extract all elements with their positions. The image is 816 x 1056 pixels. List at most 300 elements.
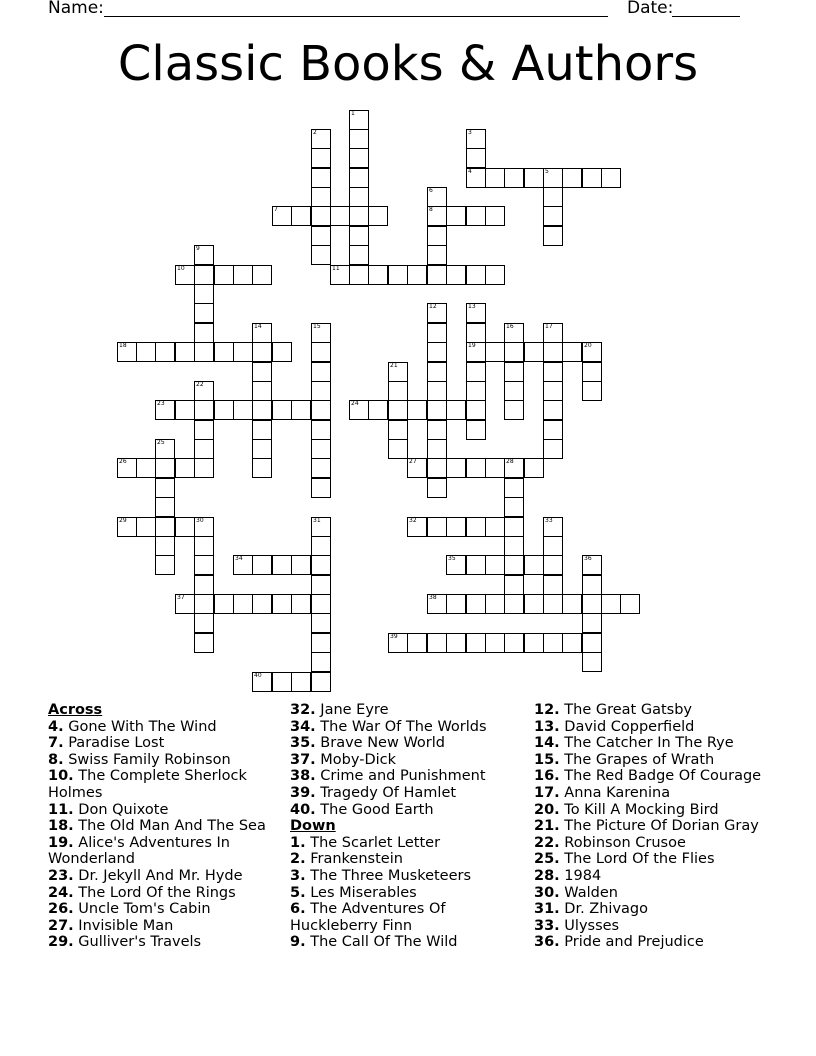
grid-cell[interactable]	[311, 652, 331, 672]
grid-cell[interactable]	[291, 206, 311, 226]
clue-number: 26	[119, 458, 127, 465]
grid-cell[interactable]	[311, 168, 331, 188]
grid-cell[interactable]	[194, 381, 214, 401]
clue-item-number: 26.	[48, 901, 74, 918]
grid-cell[interactable]	[252, 381, 272, 401]
grid-cell[interactable]	[349, 110, 369, 130]
grid-cell[interactable]	[388, 265, 408, 285]
grid-cell[interactable]	[582, 594, 602, 614]
grid-cell[interactable]	[155, 536, 175, 556]
grid-cell[interactable]	[562, 168, 582, 188]
grid-cell[interactable]	[524, 458, 544, 478]
grid-cell[interactable]	[136, 517, 156, 537]
grid-cell[interactable]	[582, 652, 602, 672]
grid-cell[interactable]	[311, 672, 331, 692]
clue-item-number: 12.	[534, 702, 560, 718]
grid-cell[interactable]	[272, 594, 292, 614]
grid-cell[interactable]	[311, 381, 331, 401]
grid-cell[interactable]	[562, 342, 582, 362]
grid-cell[interactable]	[155, 517, 175, 537]
grid-cell[interactable]	[427, 594, 447, 614]
clue-number: 12	[429, 303, 437, 310]
grid-cell[interactable]	[504, 458, 524, 478]
grid-cell[interactable]	[466, 633, 486, 653]
grid-cell[interactable]	[504, 381, 524, 401]
grid-cell[interactable]	[466, 206, 486, 226]
grid-cell[interactable]	[504, 400, 524, 420]
grid-cell[interactable]	[291, 594, 311, 614]
grid-cell[interactable]	[427, 187, 447, 207]
grid-cell[interactable]	[368, 265, 388, 285]
grid-cell[interactable]	[311, 420, 331, 440]
grid-cell[interactable]	[543, 594, 563, 614]
grid-cell[interactable]	[194, 555, 214, 575]
grid-cell[interactable]	[194, 517, 214, 537]
grid-cell[interactable]	[407, 265, 427, 285]
grid-cell[interactable]	[155, 458, 175, 478]
clue-item-text: The Adventures Of Huckleberry Finn	[290, 901, 446, 934]
grid-cell[interactable]	[543, 381, 563, 401]
grid-cell[interactable]	[311, 478, 331, 498]
grid-cell[interactable]	[311, 517, 331, 537]
clue-item-number: 35.	[290, 735, 316, 752]
grid-cell[interactable]	[311, 245, 331, 265]
grid-cell[interactable]	[252, 420, 272, 440]
grid-cell[interactable]	[543, 226, 563, 246]
clue-item-text: Dr. Jekyll And Mr. Hyde	[73, 867, 243, 884]
grid-cell[interactable]	[407, 633, 427, 653]
clue-item	[48, 901, 278, 918]
grid-cell[interactable]	[466, 148, 486, 168]
clue-item-number: 39.	[290, 784, 316, 801]
grid-cell[interactable]	[562, 633, 582, 653]
grid-cell[interactable]	[427, 400, 447, 420]
clue-item-number: 10.	[48, 768, 74, 785]
clue-number: 8	[429, 206, 433, 213]
grid-cell[interactable]	[252, 458, 272, 478]
grid-cell[interactable]	[582, 575, 602, 595]
clue-number: 5	[545, 168, 549, 175]
worksheet-header	[0, 0, 816, 20]
grid-cell[interactable]	[466, 420, 486, 440]
grid-cell[interactable]	[252, 362, 272, 382]
grid-cell[interactable]	[446, 265, 466, 285]
grid-cell[interactable]	[349, 245, 369, 265]
grid-cell[interactable]	[155, 555, 175, 575]
grid-cell[interactable]	[388, 439, 408, 459]
grid-cell[interactable]	[214, 265, 234, 285]
grid-cell[interactable]	[252, 323, 272, 343]
grid-cell[interactable]	[485, 555, 505, 575]
grid-cell[interactable]	[427, 342, 447, 362]
clue-item-text: The Great Gatsby	[559, 702, 692, 718]
clue-item	[48, 802, 278, 819]
grid-cell[interactable]	[485, 517, 505, 537]
grid-cell[interactable]	[349, 400, 369, 420]
clue-item	[290, 901, 526, 934]
grid-cell[interactable]	[427, 420, 447, 440]
grid-cell[interactable]	[407, 517, 427, 537]
grid-cell[interactable]	[311, 613, 331, 633]
grid-cell[interactable]	[388, 362, 408, 382]
grid-cell[interactable]	[543, 342, 563, 362]
grid-cell[interactable]	[446, 400, 466, 420]
grid-cell[interactable]	[582, 555, 602, 575]
grid-cell[interactable]	[543, 323, 563, 343]
grid-cell[interactable]	[175, 517, 195, 537]
grid-cell[interactable]	[466, 129, 486, 149]
grid-cell[interactable]	[543, 420, 563, 440]
grid-cell[interactable]	[446, 594, 466, 614]
grid-cell[interactable]	[582, 168, 602, 188]
grid-cell[interactable]	[233, 342, 253, 362]
grid-cell[interactable]	[194, 303, 214, 323]
clue-item-text: Gulliver's Travels	[73, 934, 202, 951]
clue-number: 39	[390, 633, 398, 640]
grid-cell[interactable]	[485, 168, 505, 188]
clue-item-text: The Catcher In The Rye	[559, 735, 734, 752]
clue-item	[290, 851, 526, 868]
grid-cell[interactable]	[582, 342, 602, 362]
clue-item	[48, 885, 278, 902]
grid-cell[interactable]	[388, 633, 408, 653]
grid-cell[interactable]	[543, 439, 563, 459]
grid-cell[interactable]	[252, 342, 272, 362]
clue-item-text: Jane Eyre	[315, 702, 389, 718]
grid-cell[interactable]	[291, 672, 311, 692]
grid-cell[interactable]	[466, 323, 486, 343]
clue-number: 13	[468, 303, 476, 310]
grid-cell[interactable]	[349, 206, 369, 226]
grid-cell[interactable]	[349, 129, 369, 149]
grid-cell[interactable]	[446, 633, 466, 653]
grid-cell[interactable]	[194, 613, 214, 633]
grid-cell[interactable]	[466, 594, 486, 614]
grid-cell[interactable]	[136, 342, 156, 362]
section-heading: Down	[290, 818, 336, 835]
grid-cell[interactable]	[117, 517, 137, 537]
grid-cell[interactable]	[543, 187, 563, 207]
grid-cell[interactable]	[427, 381, 447, 401]
grid-cell[interactable]	[485, 265, 505, 285]
grid-cell[interactable]	[485, 206, 505, 226]
grid-cell[interactable]	[155, 400, 175, 420]
grid-cell[interactable]	[330, 206, 350, 226]
clue-item-text: To Kill A Mocking Bird	[559, 801, 719, 818]
grid-cell[interactable]	[427, 517, 447, 537]
clue-number: 1	[351, 110, 355, 117]
grid-cell[interactable]	[311, 458, 331, 478]
grid-cell[interactable]	[194, 323, 214, 343]
grid-cell[interactable]	[155, 478, 175, 498]
grid-cell[interactable]	[466, 265, 486, 285]
section-heading: Across	[48, 702, 103, 718]
clue-item	[48, 752, 278, 769]
grid-cell[interactable]	[214, 342, 234, 362]
grid-cell[interactable]	[117, 458, 137, 478]
grid-cell[interactable]	[252, 672, 272, 692]
grid-cell[interactable]	[194, 400, 214, 420]
grid-cell[interactable]	[214, 400, 234, 420]
grid-cell[interactable]	[466, 342, 486, 362]
grid-cell[interactable]	[155, 439, 175, 459]
grid-cell[interactable]	[252, 265, 272, 285]
grid-cell[interactable]	[543, 536, 563, 556]
clue-item-text: Anna Karenina	[559, 784, 671, 801]
clue-number: 10	[177, 265, 185, 272]
grid-cell[interactable]	[427, 458, 447, 478]
grid-cell[interactable]	[543, 168, 563, 188]
grid-cell[interactable]	[252, 400, 272, 420]
clue-item-text: Robinson Crusoe	[559, 834, 686, 851]
grid-cell[interactable]	[272, 400, 292, 420]
grid-cell[interactable]	[427, 362, 447, 382]
clue-item-number: 4.	[48, 718, 64, 735]
clue-item-number: 31.	[534, 901, 560, 918]
grid-cell[interactable]	[194, 245, 214, 265]
grid-cell[interactable]	[427, 439, 447, 459]
grid-cell[interactable]	[311, 536, 331, 556]
grid-cell[interactable]	[252, 594, 272, 614]
grid-cell[interactable]	[427, 206, 447, 226]
grid-cell[interactable]	[543, 362, 563, 382]
grid-cell[interactable]	[388, 420, 408, 440]
grid-cell[interactable]	[272, 672, 292, 692]
grid-cell[interactable]	[582, 362, 602, 382]
clue-item-text: The Scarlet Letter	[305, 834, 441, 851]
grid-cell[interactable]	[349, 187, 369, 207]
clue-item-text: Brave New World	[315, 735, 445, 752]
grid-cell[interactable]	[524, 342, 544, 362]
grid-cell[interactable]	[194, 458, 214, 478]
grid-cell[interactable]	[427, 265, 447, 285]
grid-cell[interactable]	[233, 594, 253, 614]
clue-item-text: Swiss Family Robinson	[63, 751, 231, 768]
clue-number: 20	[584, 342, 592, 349]
grid-cell[interactable]	[466, 458, 486, 478]
grid-cell[interactable]	[368, 400, 388, 420]
grid-cell[interactable]	[175, 342, 195, 362]
grid-cell[interactable]	[311, 129, 331, 149]
grid-cell[interactable]	[311, 148, 331, 168]
grid-cell[interactable]	[155, 497, 175, 517]
grid-cell[interactable]	[466, 381, 486, 401]
grid-cell[interactable]	[446, 555, 466, 575]
grid-cell[interactable]	[252, 555, 272, 575]
grid-cell[interactable]	[407, 458, 427, 478]
grid-cell[interactable]	[427, 633, 447, 653]
grid-cell[interactable]	[349, 168, 369, 188]
grid-cell[interactable]	[466, 303, 486, 323]
grid-cell[interactable]	[155, 342, 175, 362]
grid-cell[interactable]	[311, 575, 331, 595]
grid-cell[interactable]	[233, 555, 253, 575]
grid-cell[interactable]	[311, 206, 331, 226]
grid-cell[interactable]	[175, 400, 195, 420]
grid-cell[interactable]	[543, 206, 563, 226]
grid-cell[interactable]	[194, 342, 214, 362]
grid-cell[interactable]	[543, 633, 563, 653]
clue-number: 25	[157, 439, 165, 446]
grid-cell[interactable]	[504, 362, 524, 382]
clue-item	[534, 901, 784, 918]
grid-cell[interactable]	[504, 536, 524, 556]
grid-cell[interactable]	[524, 555, 544, 575]
grid-cell[interactable]	[175, 594, 195, 614]
grid-cell[interactable]	[194, 536, 214, 556]
clue-item	[48, 835, 278, 868]
grid-cell[interactable]	[466, 555, 486, 575]
grid-cell[interactable]	[504, 594, 524, 614]
clue-item-text: Alice's Adventures In Wonderland	[48, 834, 230, 868]
grid-cell[interactable]	[466, 168, 486, 188]
grid-cell[interactable]	[136, 458, 156, 478]
grid-cell[interactable]	[349, 148, 369, 168]
grid-cell[interactable]	[311, 555, 331, 575]
grid-cell[interactable]	[175, 458, 195, 478]
grid-cell[interactable]	[407, 400, 427, 420]
clue-item-number: 30.	[534, 884, 560, 901]
grid-cell[interactable]	[311, 187, 331, 207]
grid-cell[interactable]	[427, 303, 447, 323]
grid-cell[interactable]	[504, 555, 524, 575]
grid-cell[interactable]	[466, 362, 486, 382]
clue-item-text: Crime and Punishment	[315, 768, 486, 785]
clue-number: 14	[254, 323, 262, 330]
grid-cell[interactable]	[349, 226, 369, 246]
clue-number: 15	[313, 323, 321, 330]
clues-column-2	[290, 702, 526, 951]
clue-item-text: David Copperfield	[559, 718, 695, 735]
grid-cell[interactable]	[388, 381, 408, 401]
grid-cell[interactable]	[330, 265, 350, 285]
grid-cell[interactable]	[466, 517, 486, 537]
grid-cell[interactable]	[485, 594, 505, 614]
grid-cell[interactable]	[194, 284, 214, 304]
clue-item-number: 32.	[290, 702, 316, 718]
clue-item	[534, 802, 784, 819]
grid-cell[interactable]	[601, 168, 621, 188]
grid-cell[interactable]	[582, 613, 602, 633]
grid-cell[interactable]	[524, 594, 544, 614]
grid-cell[interactable]	[311, 439, 331, 459]
grid-cell[interactable]	[427, 478, 447, 498]
grid-cell[interactable]	[233, 265, 253, 285]
grid-cell[interactable]	[272, 555, 292, 575]
grid-cell[interactable]	[620, 594, 640, 614]
grid-cell[interactable]	[388, 400, 408, 420]
grid-cell[interactable]	[291, 555, 311, 575]
grid-cell[interactable]	[311, 323, 331, 343]
grid-cell[interactable]	[194, 420, 214, 440]
grid-cell[interactable]	[446, 517, 466, 537]
grid-cell[interactable]	[117, 342, 137, 362]
clue-number: 2	[313, 129, 317, 136]
grid-cell[interactable]	[446, 206, 466, 226]
grid-cell[interactable]	[524, 633, 544, 653]
grid-cell[interactable]	[601, 594, 621, 614]
grid-cell[interactable]	[504, 168, 524, 188]
grid-cell[interactable]	[466, 400, 486, 420]
grid-cell[interactable]	[194, 594, 214, 614]
grid-cell[interactable]	[194, 633, 214, 653]
grid-cell[interactable]	[233, 400, 253, 420]
grid-cell[interactable]	[272, 342, 292, 362]
grid-cell[interactable]	[485, 633, 505, 653]
grid-cell[interactable]	[291, 400, 311, 420]
grid-cell[interactable]	[311, 226, 331, 246]
clue-item-number: 21.	[534, 818, 560, 835]
grid-cell[interactable]	[504, 517, 524, 537]
grid-cell[interactable]	[175, 265, 195, 285]
grid-cell[interactable]	[427, 245, 447, 265]
grid-cell[interactable]	[504, 497, 524, 517]
grid-cell[interactable]	[543, 575, 563, 595]
grid-cell[interactable]	[504, 342, 524, 362]
grid-cell[interactable]	[504, 478, 524, 498]
grid-cell[interactable]	[504, 633, 524, 653]
grid-cell[interactable]	[194, 265, 214, 285]
clue-number: 11	[332, 265, 340, 272]
clue-number: 36	[584, 555, 592, 562]
grid-cell[interactable]	[311, 594, 331, 614]
grid-cell[interactable]	[194, 439, 214, 459]
clue-item-text: Pride and Prejudice	[559, 934, 704, 951]
clue-item-number: 13.	[534, 718, 560, 735]
grid-cell[interactable]	[562, 594, 582, 614]
clue-item-text: Uncle Tom's Cabin	[73, 901, 211, 918]
clue-item	[48, 934, 278, 951]
grid-cell[interactable]	[485, 458, 505, 478]
grid-cell[interactable]	[311, 400, 331, 420]
grid-cell[interactable]	[427, 226, 447, 246]
clue-item-number: 37.	[290, 751, 316, 768]
grid-cell[interactable]	[543, 555, 563, 575]
clue-number: 19	[468, 342, 476, 349]
grid-cell[interactable]	[311, 342, 331, 362]
grid-cell[interactable]	[349, 265, 369, 285]
grid-cell[interactable]	[504, 323, 524, 343]
date-field[interactable]	[672, 16, 740, 17]
grid-cell[interactable]	[543, 400, 563, 420]
clue-item-text: Walden	[559, 884, 618, 901]
clue-item-text: The Call Of The Wild	[305, 934, 458, 951]
clue-number: 38	[429, 594, 437, 601]
grid-cell[interactable]	[272, 206, 292, 226]
clue-item-text: Ulysses	[559, 917, 620, 934]
grid-cell[interactable]	[524, 168, 544, 188]
grid-cell[interactable]	[504, 575, 524, 595]
grid-cell[interactable]	[311, 362, 331, 382]
clue-item-text: The Old Man And The Sea	[73, 818, 266, 835]
grid-cell[interactable]	[368, 206, 388, 226]
grid-cell[interactable]	[582, 633, 602, 653]
grid-cell[interactable]	[311, 633, 331, 653]
clue-number: 40	[254, 672, 262, 679]
grid-cell[interactable]	[485, 342, 505, 362]
name-field[interactable]	[104, 16, 608, 17]
clue-item	[534, 735, 784, 752]
clue-item	[290, 835, 526, 852]
grid-cell[interactable]	[543, 517, 563, 537]
grid-cell[interactable]	[194, 575, 214, 595]
grid-cell[interactable]	[214, 594, 234, 614]
grid-cell[interactable]	[427, 323, 447, 343]
clue-item	[48, 719, 278, 736]
grid-cell[interactable]	[582, 381, 602, 401]
grid-cell[interactable]	[252, 439, 272, 459]
grid-cell[interactable]	[446, 458, 466, 478]
